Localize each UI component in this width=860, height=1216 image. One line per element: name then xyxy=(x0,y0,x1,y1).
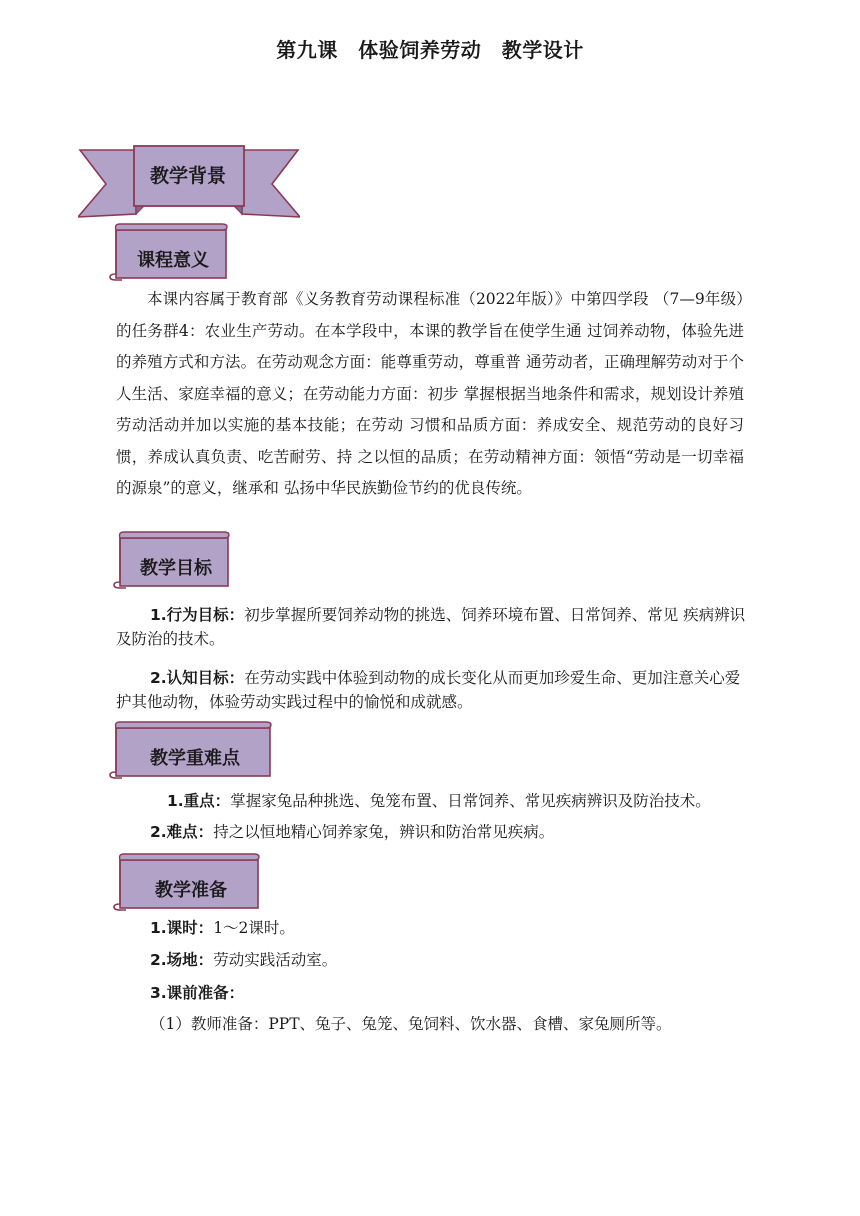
goal-label: 1.行为目标： xyxy=(150,606,245,624)
section-heading-significance xyxy=(106,222,230,282)
goal-item xyxy=(116,666,746,714)
section-heading-label: 课程意义 xyxy=(137,250,209,271)
goal-text: 在劳动实践中体验到动物的成长变化从而更加珍爱生命、更加注意关心爱护其他动物，体验劳动实践过程中的愉悦和成就感。 xyxy=(116,669,741,711)
keypoint-label: 2.难点： xyxy=(150,823,214,841)
goal-item xyxy=(116,603,746,651)
section-heading-label: 教学重难点 xyxy=(150,748,240,769)
section-heading-preparation xyxy=(110,852,262,912)
preparation-text: 1～2课时。 xyxy=(213,919,295,937)
keypoint-item xyxy=(150,820,554,844)
preparation-sub-item: （1）教师准备：PPT、兔子、兔笼、兔饲料、饮水器、食槽、家兔厕所等。 xyxy=(150,1015,672,1033)
preparation-text: 劳动实践活动室。 xyxy=(213,951,338,969)
section-heading-label: 教学准备 xyxy=(155,880,227,901)
keypoint-text: 掌握家兔品种挑选、兔笼布置、日常饲养、常见疾病辨识及防治技术。 xyxy=(230,792,711,810)
section-banner xyxy=(78,144,300,220)
banner-label: 教学背景 xyxy=(149,165,226,187)
section-heading-keypoints xyxy=(106,720,274,780)
significance-paragraph: 本课内容属于教育部《义务教育劳动课程标准（2022年版）》中第四学段 （7—9年级）的任务群4：农业生产劳动。在本学段中，本课的教学旨在使学生通 过饲养动物，体验先进的养殖方式和方法。在劳动观念方面：能尊重劳动，尊重普 通劳动者，正确理解劳动对于个人生活、家庭幸福的意义；在劳动能力方面：初步 掌握根据当地条件和需求，规划设计养殖劳动活动并加以实施的基本技能；在劳动 习惯和品质方面：养成安全、规范劳动的良好习惯，养成认真负责、吃苦耐劳、持 之以恒的品质；在劳动精神方面：领悟“劳动是一切幸福的源泉”的意义，继承和 弘扬中华民族勤俭节约的优良传统。 xyxy=(116,290,744,497)
goal-text: 初步掌握所要饲养动物的挑选、饲养环境布置、日常饲养、常见 疾病辨识及防治的技术。 xyxy=(116,606,746,648)
preparation-item xyxy=(150,981,244,1005)
section-heading-label: 教学目标 xyxy=(140,558,212,579)
goal-label: 2.认知目标： xyxy=(150,669,245,687)
preparation-label: 2.场地： xyxy=(150,951,214,969)
keypoint-text: 持之以恒地精心饲养家兔，辨识和防治常见疾病。 xyxy=(213,823,555,841)
section-heading-goals xyxy=(110,530,232,590)
preparation-label: 1.课时： xyxy=(150,919,214,937)
preparation-item xyxy=(150,948,337,972)
keypoint-item xyxy=(167,789,711,813)
keypoint-label: 1.重点： xyxy=(167,792,231,810)
preparation-label: 3.课前准备： xyxy=(150,984,245,1002)
preparation-item xyxy=(150,916,295,940)
page-title: 第九课 体验饲养劳动 教学设计 xyxy=(276,38,584,62)
